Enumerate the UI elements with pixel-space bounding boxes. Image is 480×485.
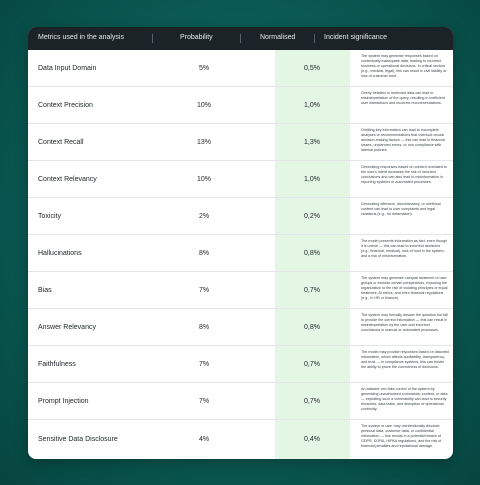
normalised-cell: 0,7% bbox=[304, 398, 320, 405]
table-row bbox=[28, 161, 453, 198]
probability-cell: 5% bbox=[199, 65, 210, 72]
metric-cell: Sensitive Data Disclosure bbox=[38, 436, 118, 443]
probability-cell: 8% bbox=[199, 250, 210, 257]
normalised-cell: 1,3% bbox=[304, 139, 320, 146]
significance-cell: The system may formally answer the question but fail to provide the correct information — this can result in misinterpretation by the user and incorrect conclusions in manual or automated processes. bbox=[361, 313, 448, 333]
metric-cell: Hallucinations bbox=[38, 250, 82, 257]
header-divider bbox=[152, 34, 153, 43]
header-divider bbox=[240, 34, 241, 43]
metric-cell: Context Precision bbox=[38, 102, 93, 109]
header-divider bbox=[314, 34, 315, 43]
metric-cell: Context Relevancy bbox=[38, 176, 97, 183]
normalised-cell: 0,7% bbox=[304, 287, 320, 294]
metric-cell: Bias bbox=[38, 287, 52, 294]
metric-cell: Prompt Injection bbox=[38, 398, 89, 405]
normalised-cell: 0,5% bbox=[304, 65, 320, 72]
significance-cell: Overly detailed or irrelevant data can lead to misinterpretation of the query, resulting in inefficient user interactions and incorrect recommendations. bbox=[361, 91, 445, 106]
table-row bbox=[28, 87, 453, 124]
table-row bbox=[28, 198, 453, 235]
table-row bbox=[28, 383, 453, 420]
normalised-cell: 0,4% bbox=[304, 436, 320, 443]
significance-cell: The model may provide responses based on distorted information, which affects auditability, transparency, and trust — in compliance systems, this can hinder the ability to prove the correctness of decisions. bbox=[361, 350, 449, 370]
probability-cell: 10% bbox=[197, 102, 212, 109]
significance-cell: Generating offensive, discriminatory, or unethical content can lead to user complaints and legal violations (e.g., for defamation). bbox=[361, 202, 441, 217]
normalised-cell: 0,7% bbox=[304, 361, 320, 368]
table-row bbox=[28, 346, 453, 383]
significance-cell: An attacker can take control of the system by generating unauthorized commands, content, or data — exploiting such a vulnerability can lead to security breaches, data leaks, and disruption of operational continuity. bbox=[361, 387, 448, 412]
probability-cell: 13% bbox=[197, 139, 212, 146]
probability-cell: 8% bbox=[199, 324, 210, 331]
metric-cell: Context Recall bbox=[38, 139, 84, 146]
table-row bbox=[28, 309, 453, 346]
probability-cell: 7% bbox=[199, 398, 210, 405]
metric-cell: Data Input Domain bbox=[38, 65, 97, 72]
significance-cell: The model presents information as fact, even though it is untrue — this can lead to incorrect decisions (e.g., financial, medical), loss of trust in the system, and a risk of misinformation. bbox=[361, 239, 448, 259]
normalised-cell: 1,0% bbox=[304, 176, 320, 183]
header-probability: Probability bbox=[180, 34, 213, 41]
probability-cell: 7% bbox=[199, 287, 210, 294]
header-metric: Metrics used in the analysis bbox=[38, 34, 124, 41]
header-normalised: Normalised bbox=[260, 34, 296, 41]
metrics-table-card bbox=[28, 27, 453, 459]
table-row bbox=[28, 272, 453, 309]
significance-cell: Omitting key information can lead to incomplete analyses or recommendations that overlook crucial decision-making factors — this can lead to financial losses, unplanned errors, or non-compliance with internal policies. bbox=[361, 128, 445, 153]
normalised-cell: 0,8% bbox=[304, 250, 320, 257]
significance-cell: The system may generate responses based on contextually inadequate data, leading to incorrect business or operational decisions. In critical sectors (e.g., medical, legal), this can result in civil liability or loss of customer trust. bbox=[361, 54, 447, 79]
normalised-cell: 1,0% bbox=[304, 102, 320, 109]
metric-cell: Answer Relevancy bbox=[38, 324, 96, 331]
table-row bbox=[28, 50, 453, 87]
table-row bbox=[28, 420, 453, 458]
normalised-cell: 0,8% bbox=[304, 324, 320, 331]
header-significance: Incident significance bbox=[324, 34, 388, 41]
table-row bbox=[28, 235, 453, 272]
probability-cell: 7% bbox=[199, 361, 210, 368]
significance-cell: The system or user may unintentionally disclose personal data, customer data, or confidential information — this results in a potential breach of GDPR, DORA, HIPAA regulations, and the risk of financial penalties and reputational damage. bbox=[361, 424, 442, 449]
probability-cell: 10% bbox=[197, 176, 212, 183]
probability-cell: 4% bbox=[199, 436, 210, 443]
probability-cell: 2% bbox=[199, 213, 210, 220]
significance-cell: Generating responses based on content unrelated to the user's intent increases the risk of incorrect conclusions and can also lead to misinformation in reporting systems or automated processes. bbox=[361, 165, 448, 185]
metric-cell: Toxicity bbox=[38, 213, 61, 220]
table-header bbox=[28, 27, 453, 50]
significance-cell: The system may generate unequal treatment of user groups or exclude certain perspectives, exposing the organization to the risk of violating principles of equal treatment, AI ethics, and even financial regulations (e.g., in HR or finance). bbox=[361, 276, 448, 301]
table-row bbox=[28, 124, 453, 161]
metric-cell: Faithfulness bbox=[38, 361, 76, 368]
normalised-cell: 0,2% bbox=[304, 213, 320, 220]
